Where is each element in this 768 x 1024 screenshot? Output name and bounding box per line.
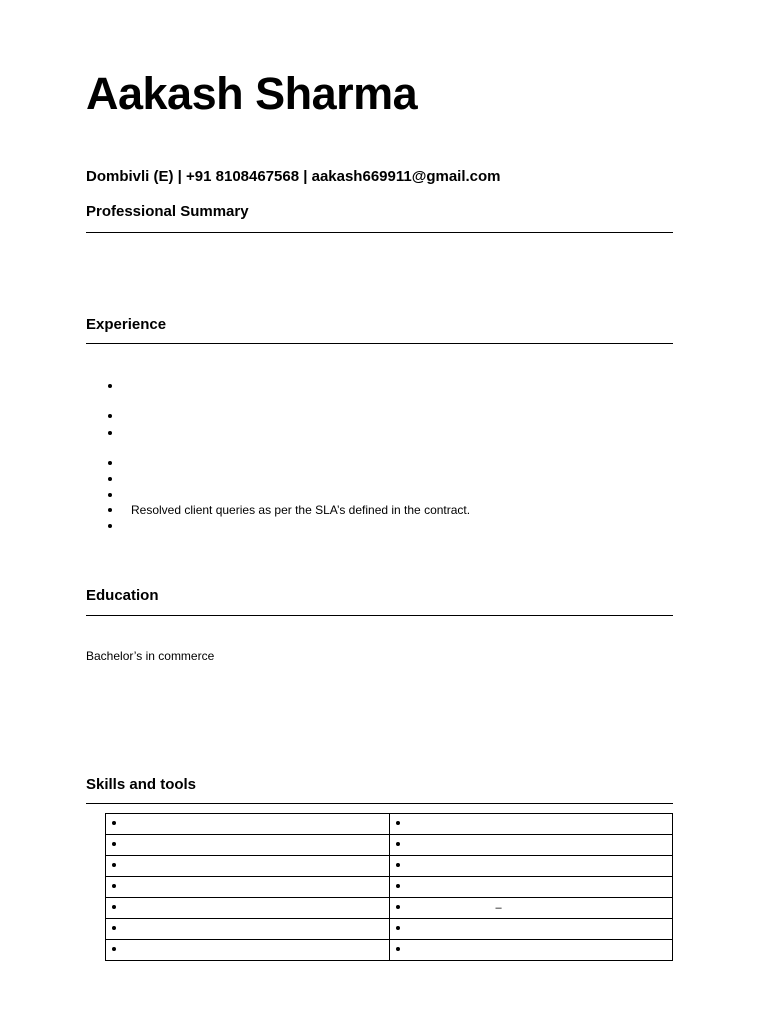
bullet-icon	[108, 414, 112, 418]
bullet-icon	[112, 884, 116, 888]
bullet-icon	[112, 863, 116, 867]
skill-cell	[389, 877, 673, 898]
skill-cell	[389, 940, 673, 961]
skill-cell	[106, 898, 390, 919]
section-title-education: Education	[86, 587, 159, 604]
bullet-icon	[396, 947, 400, 951]
bullet-icon	[112, 947, 116, 951]
experience-bullet	[108, 409, 131, 423]
bullet-icon	[108, 461, 112, 465]
bullet-icon	[112, 821, 116, 825]
table-row	[106, 940, 673, 961]
skill-cell	[106, 919, 390, 940]
bullet-icon	[396, 926, 400, 930]
skill-cell	[389, 835, 673, 856]
experience-bullet	[108, 426, 131, 440]
contact-line: Dombivli (E) | +91 8108467568 | aakash669911@gmail.com	[86, 168, 501, 185]
bullet-icon	[112, 905, 116, 909]
bullet-icon	[108, 524, 112, 528]
table-row	[106, 856, 673, 877]
skill-cell	[106, 814, 390, 835]
education-degree: Bachelor’s in commerce	[86, 649, 215, 663]
section-title-summary: Professional Summary	[86, 203, 249, 220]
education-divider	[86, 615, 673, 616]
table-row	[106, 919, 673, 940]
skills-table	[105, 813, 673, 961]
section-title-experience: Experience	[86, 316, 167, 333]
bullet-icon	[112, 842, 116, 846]
skills-divider	[86, 803, 673, 804]
resume-name: Aakash Sharma	[86, 68, 418, 119]
table-row	[106, 877, 673, 898]
bullet-icon	[112, 926, 116, 930]
table-row	[106, 898, 673, 919]
skill-cell: –	[389, 898, 673, 919]
experience-bullet	[108, 379, 131, 393]
bullet-icon	[396, 821, 400, 825]
bullet-icon	[108, 508, 112, 512]
bullet-icon	[108, 431, 112, 435]
skill-cell	[389, 856, 673, 877]
skill-cell	[106, 940, 390, 961]
section-title-skills: Skills and tools	[86, 776, 197, 793]
skill-cell	[389, 814, 673, 835]
bullet-icon	[396, 884, 400, 888]
experience-bullet	[108, 456, 131, 470]
bullet-icon	[396, 863, 400, 867]
experience-bullet	[108, 519, 131, 533]
skill-cell	[106, 856, 390, 877]
table-row	[106, 814, 673, 835]
skill-cell	[389, 919, 673, 940]
bullet-icon	[108, 477, 112, 481]
experience-bullet	[108, 472, 131, 486]
table-row	[106, 835, 673, 856]
summary-divider	[86, 232, 673, 233]
experience-bullet: Resolved client queries as per the SLA’s defined in the contract.	[108, 503, 470, 517]
bullet-icon	[108, 384, 112, 388]
skill-cell	[106, 877, 390, 898]
skill-cell	[106, 835, 390, 856]
experience-bullet	[108, 488, 131, 502]
bullet-icon	[108, 493, 112, 497]
bullet-icon	[396, 905, 400, 909]
experience-divider	[86, 343, 673, 344]
bullet-icon	[396, 842, 400, 846]
